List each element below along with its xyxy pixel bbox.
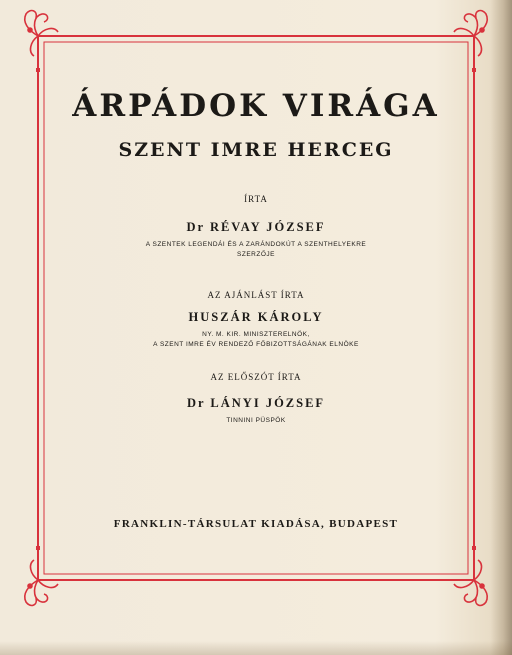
title-content	[50, 40, 462, 600]
foreword-label: AZ ELŐSZÓT ÍRTA	[210, 372, 302, 382]
author-desc-line-1: A SZENTEK LEGENDÁI ÉS A ZARÁNDOKÚT A SZENTHELYEKRE	[145, 241, 367, 248]
foreword-desc-line-1: TINNINI PÜSPÖK	[226, 417, 286, 424]
foreword-name: Dr LÁNYI JÓZSEF	[186, 396, 326, 410]
recommendation-label: AZ AJÁNLÁST ÍRTA	[207, 290, 305, 300]
page-bottom-shadow	[0, 641, 512, 655]
author-name: Dr RÉVAY JÓZSEF	[186, 220, 326, 234]
author-label: ÍRTA	[244, 194, 268, 204]
book-subtitle: SZENT IMRE HERCEG	[118, 139, 394, 161]
publisher-line: FRANKLIN-TÁRSULAT KIADÁSA, BUDAPEST	[113, 518, 399, 530]
page-edge-shadow	[490, 0, 512, 655]
book-title: ÁRPÁDOK VIRÁGA	[72, 88, 440, 124]
recommendation-name: HUSZÁR KÁROLY	[188, 310, 324, 324]
recommendation-desc-line-1: NY. M. KIR. MINISZTERELNÖK,	[202, 331, 310, 338]
recommendation-desc-line-2: A SZENT IMRE ÉV RENDEZŐ FŐBIZOTTSÁGÁNAK ELNÖKE	[153, 341, 359, 348]
author-desc-line-2: SZERZŐJE	[237, 251, 275, 258]
